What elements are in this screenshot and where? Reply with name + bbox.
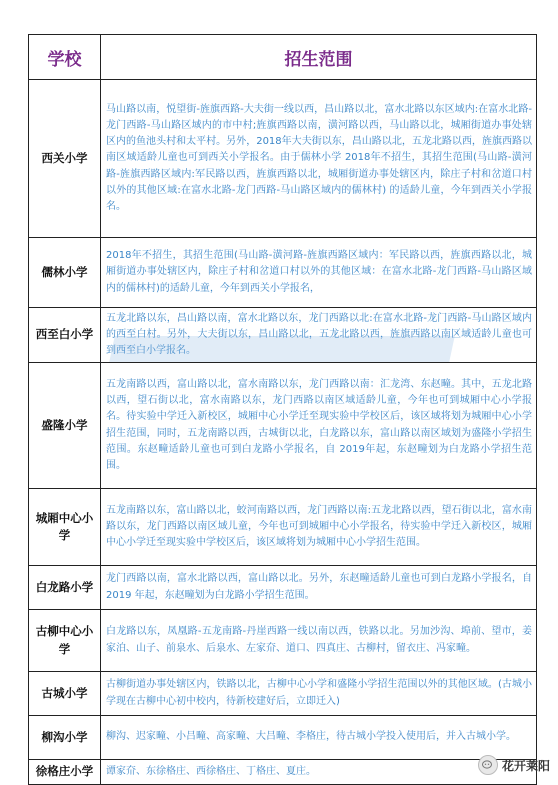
table-row [29, 760, 537, 785]
school-name: 古柳中心小学 [29, 610, 101, 672]
brand-name: 花开莱阳 [501, 758, 550, 773]
table-row [29, 610, 537, 672]
enrollment-range: 五龙南路以西，富山路以北，富水南路以东，龙门西路以南：汇龙湾、东赵疃。其中，五龙北路以西，望石街以北，富水南路以东，龙门西路以南区域适龄儿童，今年也可到城厢中心小学报名。待实验中学迁入新校区，城厢中心小学迁至现实验中学校区后，该区域将划为城厢中心小学招生范围，同时，五龙南路以西，古城街以北，白龙路以东，富山路以南区域划为盛隆小学招生范围。东赵疃适龄儿童也可到白龙路小学报名，自 2019年起，东赵疃划为白龙路小学招生范围。 [101, 363, 537, 489]
table-row [29, 238, 537, 308]
school-name: 古城小学 [29, 672, 101, 716]
enrollment-range: 五龙北路以东，昌山路以南，富水北路以东，龙门西路以北:在富水北路-龙门西路-马山路区域内的西至白村。另外，大夫街以东，昌山路以北，五龙北路以西，旌旗西路以南区域适龄儿童也可到西至白小学报名。 [101, 308, 537, 363]
enrollment-table [28, 34, 537, 785]
enrollment-range: 白龙路以东，凤凰路-五龙南路-丹崖西路一线以南以西，铁路以北。另加沙沟、埠前、望市，姜家泊、山子、前泉水、后泉水、左家夼、道口、四真庄、古柳村，留衣庄、冯家疃。 [101, 610, 537, 672]
enrollment-range: 五龙南路以东，富山路以北，蛟河南路以西，龙门西路以南:五龙北路以西，望石街以北，富水南路以东，龙门西路以南区域儿童，今年也可到城厢中心小学报名，待实验中学迁入新校区，城厢中心小学迁至现实验中学校区后，该区域将划为城厢中心小学招生范围。 [101, 489, 537, 566]
enrollment-range: 龙门西路以南，富水北路以西，富山路以北。另外，东赵疃适龄儿童也可到白龙路小学报名，自 2019 年起，东赵疃划为白龙路小学招生范围。 [101, 566, 537, 610]
table-row [29, 566, 537, 610]
wechat-logo-icon [478, 755, 498, 775]
table-row [29, 489, 537, 566]
enrollment-range: 马山路以南，悦望街-旌旗西路-大夫街一线以西，昌山路以北，富水北路以东区域内:在富水北路-龙门西路-马山路区域内的市中村;旌旗西路以南，潢河路以西，马山路以北，城厢街道办事处辖区内的鱼池头村和太平村。另外，2018年大夫街以东，昌山路以北，五龙北路以西，旌旗西路以南区域适龄儿童也可到西关小学报名。由于儒林小学 2018年不招生，其招生范围(马山路-潢河路-旌旗西路区域内:军民路以西，旌旗西路以北，城厢街道办事处辖区内，除庄子村和岔道口村以外的其他区域:在富水北路-龙门西路-马山路区域内的儒林村) 的适龄儿童，今年到西关小学报名。 [101, 80, 537, 238]
table-row [29, 716, 537, 760]
table-row [29, 672, 537, 716]
school-name: 西至白小学 [29, 308, 101, 363]
enrollment-range: 谭家夼、东徐格庄、西徐格庄、丁格庄、夏庄。 [101, 760, 537, 785]
header-range: 招生范围 [101, 35, 537, 80]
school-name: 徐格庄小学 [29, 760, 101, 785]
watermark-band [109, 336, 455, 362]
table-row [29, 80, 537, 238]
school-name: 西关小学 [29, 80, 101, 238]
school-name: 柳沟小学 [29, 716, 101, 760]
school-name: 盛隆小学 [29, 363, 101, 489]
enrollment-range: 柳沟、迟家疃、小吕疃、高家疃、大吕疃、李格庄，待古城小学投入使用后，并入古城小学。 [101, 716, 537, 760]
school-name: 城厢中心小学 [29, 489, 101, 566]
header-school: 学校 [29, 35, 101, 80]
table-row [29, 363, 537, 489]
source-watermark [478, 755, 550, 775]
school-name: 儒林小学 [29, 238, 101, 308]
table-header-row [29, 35, 537, 80]
enrollment-range: 2018年不招生，其招生范围(马山路-潢河路-旌旗西路区域内：军民路以西，旌旗西路以北，城厢街道办事处辖区内，除庄子村和岔道口村以外的其他区域：在富水北路-龙门西路-马山路区域内的儒林村)的适龄儿童，今年到西关小学报名， [101, 238, 537, 308]
school-name: 白龙路小学 [29, 566, 101, 610]
enrollment-range: 古柳街道办事处辖区内，铁路以北，古柳中心小学和盛隆小学招生范围以外的其他区域。(古城小学现在古柳中心初中校内，待新校建好后，立即迁入) [101, 672, 537, 716]
